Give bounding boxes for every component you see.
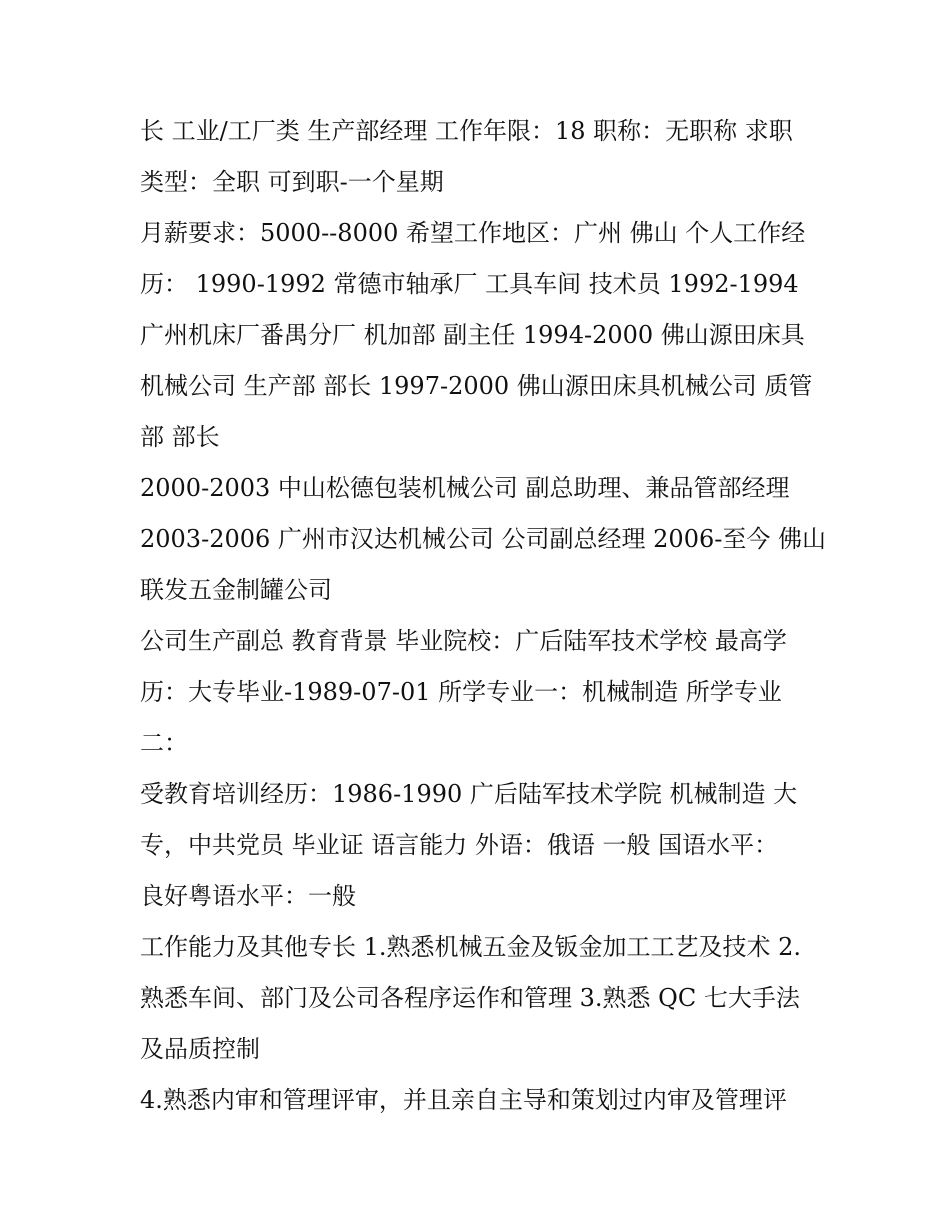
text-line: 二： [140,729,188,757]
text-line: 2000-2003 中山松德包装机械公司 副总助理、兼品管部经理 [140,474,790,502]
text-line: 机械公司 生产部 部长 1997-2000 佛山源田床具机械公司 质管 [140,372,813,400]
text-line: 公司生产副总 教育背景 毕业院校：广后陆军技术学校 最高学 [140,627,787,655]
text-line: 部 部长 [140,423,220,451]
document-body [140,106,826,1126]
text-line: 长 工业/工厂类 生产部经理 工作年限：18 职称：无职称 求职 [140,117,793,145]
text-line: 工作能力及其他专长 1.熟悉机械五金及钣金加工工艺及技术 2. [140,933,802,961]
text-line: 广州机床厂番禺分厂 机加部 副主任 1994-2000 佛山源田床具 [140,321,805,349]
text-line: 2003-2006 广州市汉达机械公司 公司副总经理 2006-至今 佛山 [140,525,826,553]
text-line: 联发五金制罐公司 [140,576,332,604]
text-line: 月薪要求：5000--8000 希望工作地区：广州 佛山 个人工作经 [140,219,806,247]
text-line: 历： 1990-1992 常德市轴承厂 工具车间 技术员 1992-1994 [140,270,799,298]
text-line: 良好粤语水平：一般 [140,882,356,910]
text-line: 4.熟悉内审和管理评审，并且亲自主导和策划过内审及管理评 [140,1086,787,1114]
text-line: 熟悉车间、部门及公司各程序运作和管理 3.熟悉 QC 七大手法 [140,984,800,1012]
text-line: 受教育培训经历：1986-1990 广后陆军技术学院 机械制造 大 [140,780,798,808]
text-line: 专，中共党员 毕业证 语言能力 外语：俄语 一般 国语水平： [140,831,779,859]
text-line: 及品质控制 [140,1035,260,1063]
text-line: 历：大专毕业-1989-07-01 所学专业一：机械制造 所学专业 [140,678,782,706]
text-line: 类型：全职 可到职-一个星期 [140,168,444,196]
